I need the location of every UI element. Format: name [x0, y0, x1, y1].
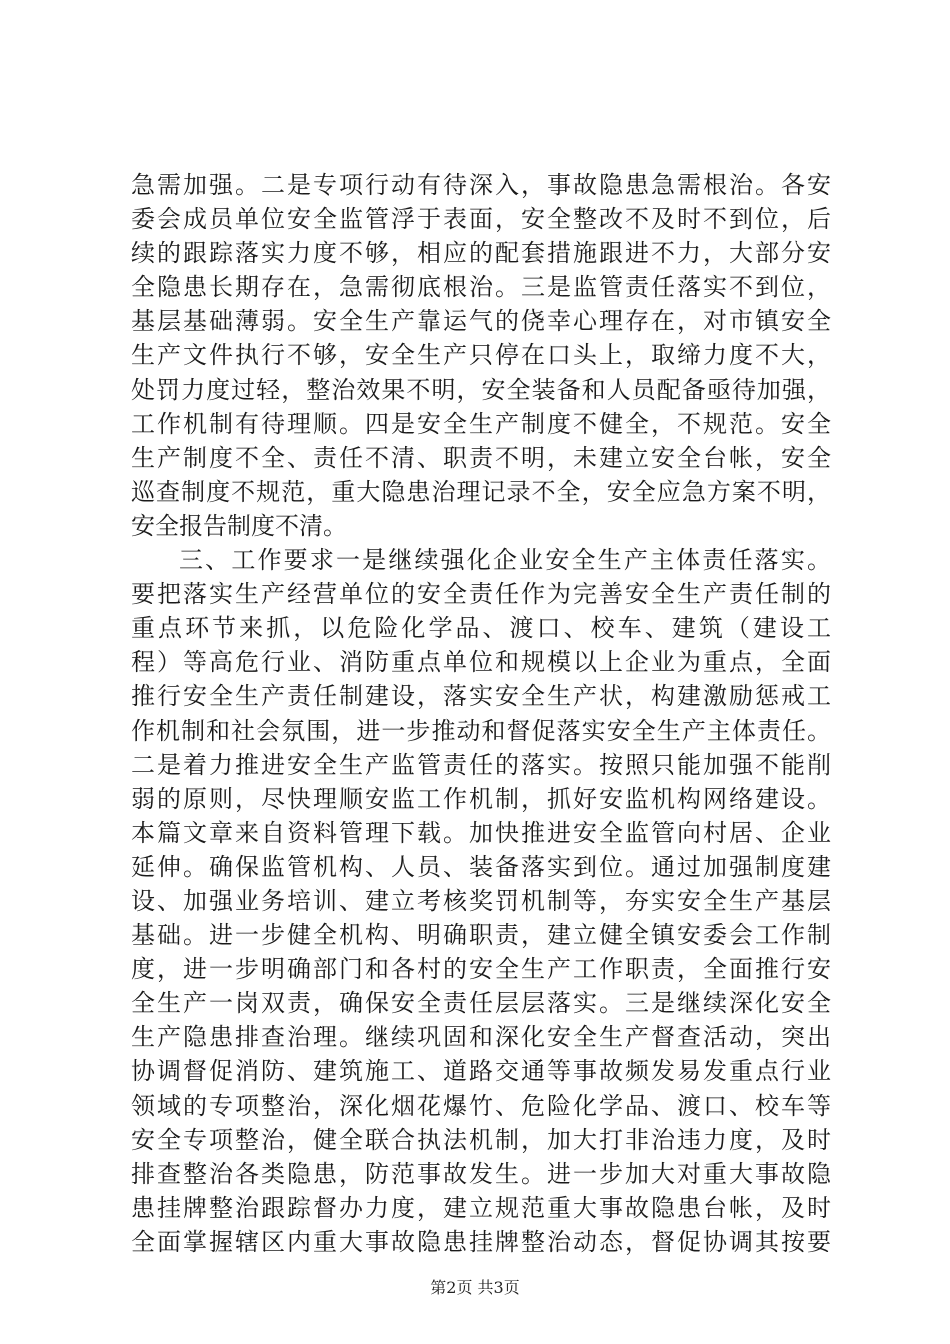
text-line: 弱的原则，尽快理顺安监工作机制，抓好安监机构网络建设。 [131, 784, 831, 813]
text-line: 生产制度不全、责任不清、职责不明，未建立安全台帐，安全 [131, 443, 831, 472]
text-line: 重点环节来抓，以危险化学品、渡口、校车、建筑（建设工 [131, 614, 831, 643]
text-line: 作机制和社会氛围，进一步推动和督促落实安全生产主体责任。 [131, 716, 831, 745]
page-number-footer: 第2页 共3页 [430, 1278, 520, 1297]
text-line: 处罚力度过轻，整治效果不明，安全装备和人员配备亟待加强， [131, 375, 831, 404]
text-line: 排查整治各类隐患，防范事故发生。进一步加大对重大事故隐 [131, 1159, 831, 1188]
text-line: 全面掌握辖区内重大事故隐患挂牌整治动态，督促协调其按要 [131, 1227, 831, 1256]
text-line: 协调督促消防、建筑施工、道路交通等事故频发易发重点行业 [131, 1057, 831, 1086]
text-line: 生产隐患排查治理。继续巩固和深化安全生产督查活动，突出 [131, 1023, 831, 1052]
text-line: 安全报告制度不清。 [131, 511, 347, 540]
section-heading-line: 三、工作要求一是继续强化企业安全生产主体责任落实。 [179, 546, 831, 575]
text-line: 推行安全生产责任制建设，落实安全生产状，构建激励惩戒工 [131, 682, 831, 711]
text-line: 生产文件执行不够，安全生产只停在口头上，取缔力度不大， [131, 341, 831, 370]
text-line: 巡查制度不规范，重大隐患治理记录不全，安全应急方案不明， [131, 477, 831, 506]
text-line: 工作机制有待理顺。四是安全生产制度不健全，不规范。安全 [131, 409, 831, 438]
text-line: 急需加强。二是专项行动有待深入，事故隐患急需根治。各安 [131, 171, 831, 199]
body-text [131, 168, 831, 1259]
text-line: 度，进一步明确部门和各村的安全生产工作职责，全面推行安 [131, 955, 831, 984]
text-line: 基础。进一步健全机构、明确职责，建立健全镇安委会工作制 [131, 921, 831, 950]
text-line: 设、加强业务培训、建立考核奖罚机制等，夯实安全生产基层 [131, 886, 831, 915]
text-line: 本篇文章来自资料管理下载。加快推进安全监管向村居、企业 [131, 818, 831, 847]
text-line: 全隐患长期存在，急需彻底根治。三是监管责任落实不到位， [131, 273, 831, 302]
text-line: 续的跟踪落实力度不够，相应的配套措施跟进不力，大部分安 [131, 239, 831, 268]
text-line: 全生产一岗双责，确保安全责任层层落实。三是继续深化安全 [131, 989, 831, 1018]
text-line: 安全专项整治，健全联合执法机制，加大打非治违力度，及时 [131, 1125, 831, 1154]
text-line: 二是着力推进安全生产监管责任的落实。按照只能加强不能削 [131, 750, 831, 779]
text-line: 患挂牌整治跟踪督办力度，建立规范重大事故隐患台帐，及时 [131, 1193, 831, 1222]
text-line: 延伸。确保监管机构、人员、装备落实到位。通过加强制度建 [131, 852, 831, 881]
text-line: 要把落实生产经营单位的安全责任作为完善安全生产责任制的 [131, 580, 831, 609]
text-line: 程）等高危行业、消防重点单位和规模以上企业为重点，全面 [131, 648, 831, 677]
text-line: 委会成员单位安全监管浮于表面，安全整改不及时不到位，后 [131, 205, 831, 234]
text-line: 领域的专项整治，深化烟花爆竹、危险化学品、渡口、校车等 [131, 1091, 831, 1120]
text-line: 基层基础薄弱。安全生产靠运气的侥幸心理存在，对市镇安全 [131, 307, 831, 336]
